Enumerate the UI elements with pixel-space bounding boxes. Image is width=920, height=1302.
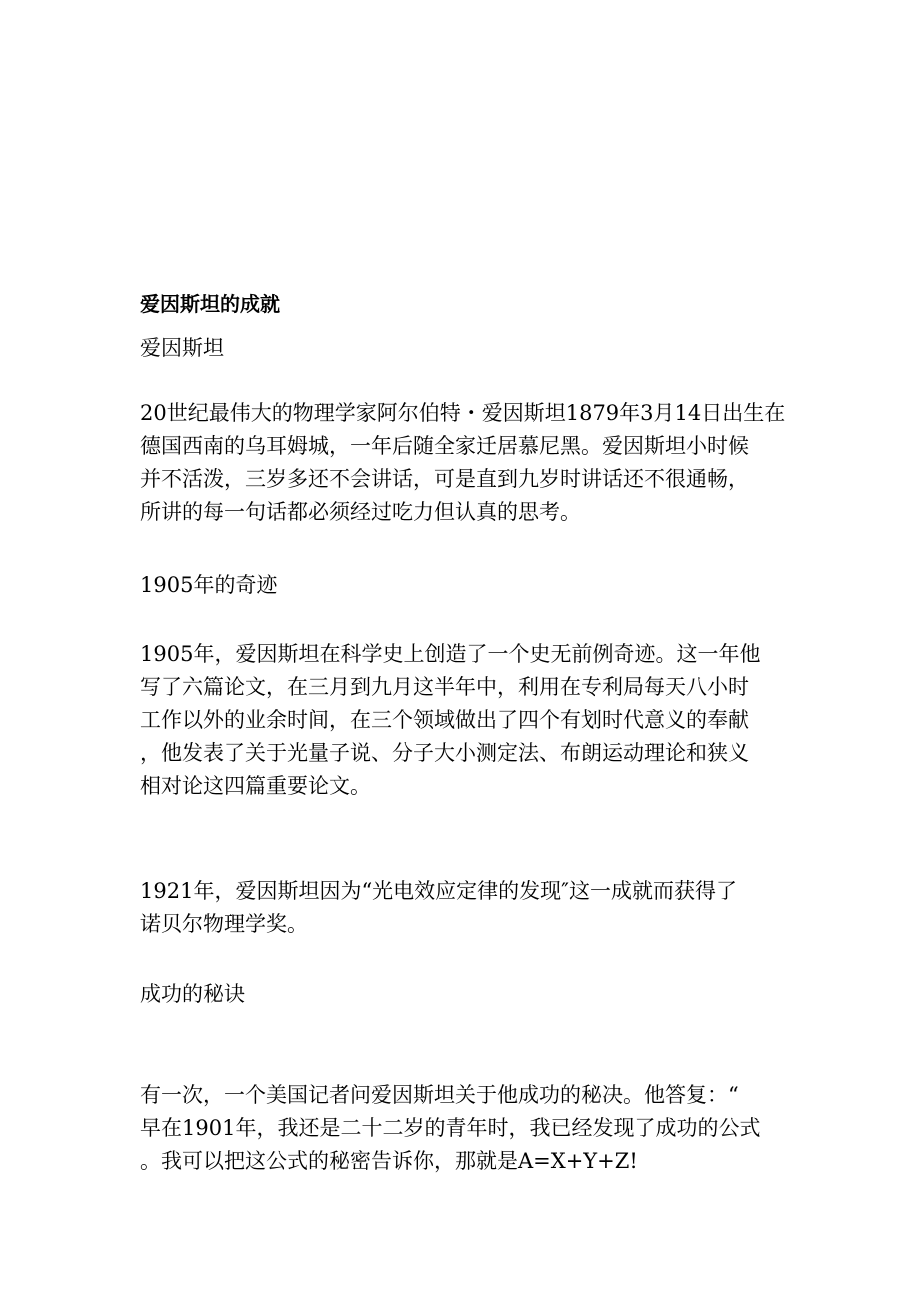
- paragraph-line: 并不活泼，三岁多还不会讲话，可是直到九岁时讲话还不很通畅，: [140, 467, 749, 491]
- paragraph-line: 工作以外的业余时间，在三个领域做出了四个有划时代意义的奉献: [140, 708, 749, 732]
- paragraph-nobel-prize: [140, 875, 780, 941]
- paragraph-line: 1905年，爱因斯坦在科学史上创造了一个史无前例奇迹。这一年他: [140, 642, 761, 666]
- paragraph-1905: [140, 638, 780, 803]
- heading-success-secret: 成功的秘诀: [140, 982, 245, 1006]
- paragraph-line: 有一次，一个美国记者问爱因斯坦关于他成功的秘决。他答复：“: [140, 1083, 739, 1107]
- paragraph-success-formula: [140, 1079, 780, 1178]
- paragraph-line: 德国西南的乌耳姆城，一年后随全家迁居慕尼黑。爱因斯坦小时候: [140, 434, 749, 458]
- paragraph-biography: [140, 397, 786, 529]
- subtitle: 爱因斯坦: [140, 336, 224, 360]
- paragraph-line: ，他发表了关于光量子说、分子大小测定法、布朗运动理论和狭义: [140, 741, 749, 765]
- paragraph-line: 相对论这四篇重要论文。: [140, 774, 371, 798]
- paragraph-line: 诺贝尔物理学奖。: [140, 912, 308, 936]
- paragraph-line: 1921年，爱因斯坦因为“光电效应定律的发现″这一成就而获得了: [140, 879, 738, 903]
- paragraph-line: 20世纪最伟大的物理学家阿尔伯特・爱因斯坦1879年3月14日出生在: [140, 401, 786, 425]
- paragraph-line: 。我可以把这公式的秘密告诉你，那就是A=X+Y+Z!: [140, 1149, 638, 1173]
- document-title: 爱因斯坦的成就: [140, 292, 280, 316]
- heading-1905-miracle: 1905年的奇迹: [140, 573, 278, 597]
- paragraph-line: 写了六篇论文，在三月到九月这半年中，利用在专利局每天八小时: [140, 675, 749, 699]
- paragraph-line: 早在1901年，我还是二十二岁的青年时，我已经发现了成功的公式: [140, 1116, 761, 1140]
- paragraph-line: 所讲的每一句话都必须经过吃力但认真的思考。: [140, 500, 581, 524]
